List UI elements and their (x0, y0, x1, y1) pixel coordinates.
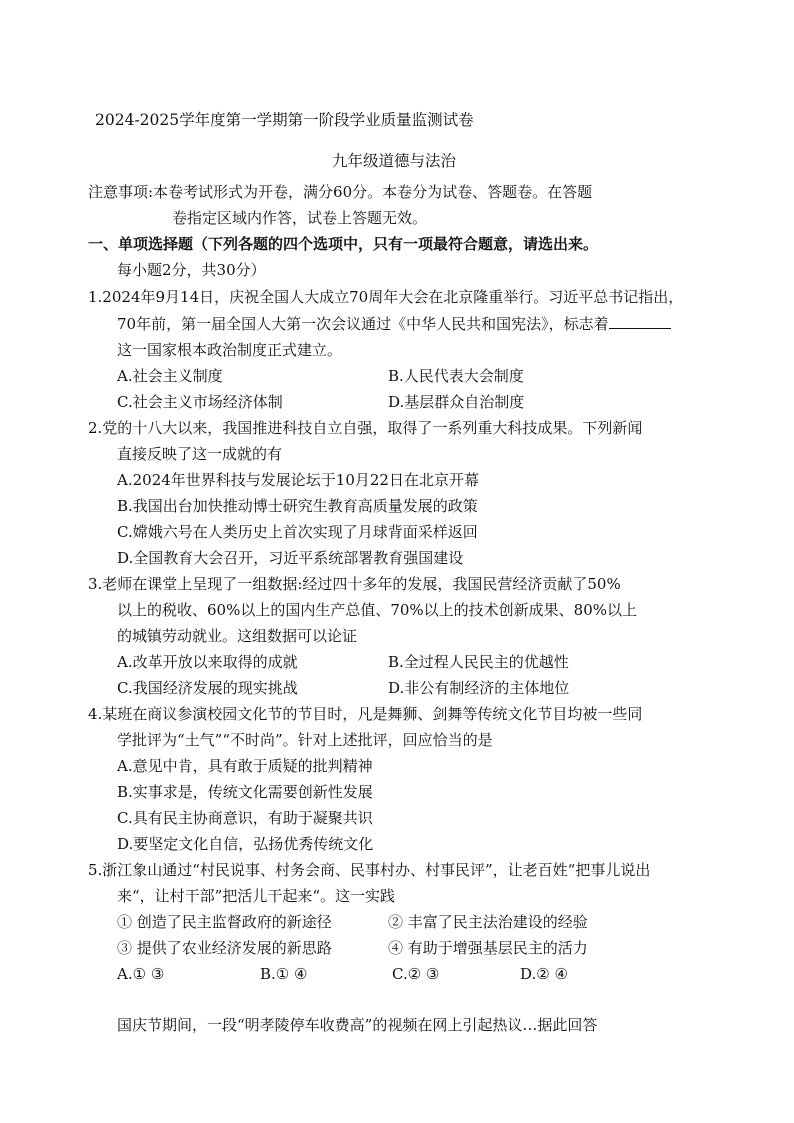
q5-option-a: A.① ③ (117, 965, 165, 983)
q2-stem-line-1: 2.党的十八大以来，我国推进科技自立自强，取得了一系列重大科技成果。下列新闻 (88, 419, 643, 437)
q2-option-c: C.嫦娥六号在人类历史上首次实现了月球背面采样返回 (117, 523, 478, 541)
q4-option-c: C.具有民主协商意识，有助于凝聚共识 (117, 809, 373, 827)
q1-stem-line-1: 1.2024年9月14日，庆祝全国人大成立70周年大会在北京隆重举行。习近平总书记指出， (88, 288, 684, 306)
passage-intro: 国庆节期间，一段“明孝陵停车收费高”的视频在网上引起热议…据此回答 (117, 1016, 598, 1034)
q4-option-a: A.意见中肯，具有敢于质疑的批判精神 (117, 757, 373, 775)
q5-statement-1: ① 创造了民主监督政府的新途径 (117, 913, 332, 931)
q5-statement-3: ③ 提供了农业经济发展的新思路 (117, 939, 332, 957)
q5-option-c: C.② ③ (392, 965, 440, 983)
q3-stem-line-1: 3.老师在课堂上呈现了一组数据:经过四十多年的发展，我国民营经济贡献了50% (88, 575, 621, 593)
q5-stem-line-1: 5.浙江象山通过“村民说事、村务会商、民事村办、村事民评”，让老百姓“把事儿说出 (88, 861, 651, 879)
q4-stem-line-1: 4.某班在商议参演校园文化节的节目时，凡是舞狮、剑舞等传统文化节目均被一些同 (88, 705, 643, 723)
q3-option-b: B.全过程人民民主的优越性 (388, 653, 569, 671)
q3-stem-line-2: 以上的税收、60%以上的国内生产总值、70%以上的技术创新成果、80%以上 (117, 601, 638, 619)
q1-stem-line-3: 这一国家根本政治制度正式建立。 (117, 341, 343, 359)
q1-option-d: D.基层群众自治制度 (388, 393, 525, 411)
q1-option-c: C.社会主义市场经济体制 (117, 393, 283, 411)
q5-option-b: B.① ④ (260, 965, 308, 983)
q5-statement-2: ② 丰富了民主法治建设的经验 (388, 913, 588, 931)
notice-line-1: 注意事项:本卷考试形式为开卷，满分60分。本卷分为试卷、答题卷。在答题 (88, 183, 593, 201)
q1-stem-text: 70年前，第一届全国人大第一次会议通过《中华人民共和国宪法》，标志着 (117, 315, 609, 333)
q1-stem-line-2 (117, 314, 671, 334)
q3-option-c: C.我国经济发展的现实挑战 (117, 679, 298, 697)
exam-subject: 九年级道德与法治 (332, 152, 457, 170)
q2-stem-line-2: 直接反映了这一成就的有 (117, 445, 283, 463)
q5-stem-line-2: 来“，让村干部”把活儿干起来“。这一实践 (117, 887, 396, 905)
q4-stem-line-2: 学批评为“土气”“不时尚”。针对上述批评，回应恰当的是 (117, 731, 493, 749)
q3-option-a: A.改革开放以来取得的成就 (117, 653, 298, 671)
q2-option-a: A.2024年世界科技与发展论坛于10月22日在北京开幕 (117, 471, 479, 489)
section-heading: 一、单项选择题（下列各题的四个选项中，只有一项最符合题意，请选出来。 (88, 235, 599, 253)
q4-option-b: B.实事求是，传统文化需要创新性发展 (117, 783, 373, 801)
section-heading-cont: 每小题2分，共30分） (117, 261, 266, 279)
answer-blank (609, 314, 671, 329)
q5-statement-4: ④ 有助于增强基层民主的活力 (388, 939, 588, 957)
q5-option-d: D.② ④ (520, 965, 568, 983)
q3-stem-line-3: 的城镇劳动就业。这组数据可以论证 (117, 627, 358, 645)
exam-title: 2024-2025学年度第一学期第一阶段学业质量监测试卷 (95, 111, 474, 129)
q2-option-b: B.我国出台加快推动博士研究生教育高质量发展的政策 (117, 497, 478, 515)
q1-option-a: A.社会主义制度 (117, 367, 223, 385)
notice-line-2: 卷指定区域内作答，试卷上答题无效。 (172, 209, 428, 227)
q1-option-b: B.人民代表大会制度 (388, 367, 524, 385)
q3-option-d: D.非公有制经济的主体地位 (388, 679, 570, 697)
q4-option-d: D.要坚定文化自信，弘扬优秀传统文化 (117, 835, 374, 853)
q2-option-d: D.全国教育大会召开，习近平系统部署教育强国建设 (117, 549, 464, 567)
